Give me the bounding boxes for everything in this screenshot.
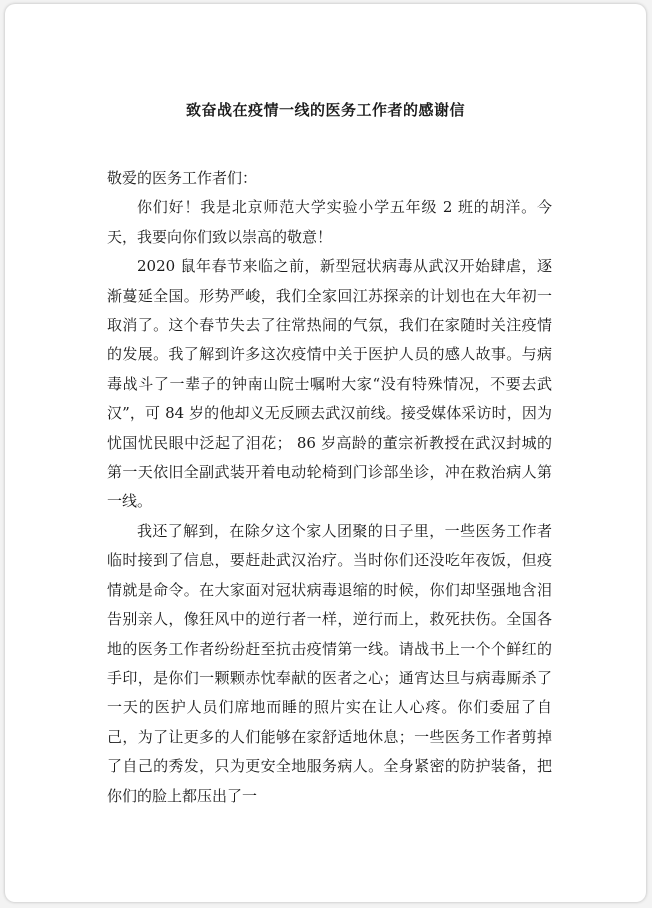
letter-salutation: 敬爱的医务工作者们： (107, 169, 258, 187)
paragraph-greeting: 你们好！我是北京师范大学实验小学五年级 2 班的胡洋。今天，我要向你们致以崇高的敬意！ (107, 198, 552, 246)
letter-title: 致奋战在疫情一线的医务工作者的感谢信 (185, 101, 465, 119)
letter-body (107, 164, 552, 811)
paragraph-medical-workers: 我还了解到，在除夕这个家人团聚的日子里，一些医务工作者临时接到了信息，要赶赴武汉治疗。当时你们还没吃年夜饭，但疫情就是命令。在大家面对冠状病毒退缩的时候，你们却坚强地含泪告别亲人，像狂风中的逆行者一样，逆行而上，救死扶伤。全国各地的医务工作者纷纷赶至抗击疫情第一线。请战书上一个个鲜红的手印，是你们一颗颗赤忱奉献的医者之心；通宵达旦与病毒厮杀了一天的医护人员们席地而睡的照片实在让人心疼。你们委屈了自己，为了让更多的人们能够在家舒适地休息；一些医务工作者剪掉了自己的秀发，只为更安全地服务病人。全身紧密的防护装备，把你们的脸上都压出了一 (107, 521, 552, 805)
document-page (5, 4, 646, 902)
paragraph-outbreak: 2020 鼠年春节来临之前，新型冠状病毒从武汉开始肆虐，逐渐蔓延全国。形势严峻，我们全家回江苏探亲的计划也在大年初一取消了。这个春节失去了往常热闹的气氛，我们在家随时关注疫情的发展。我了解到许多这次疫情中关于医护人员的感人故事。与病毒战斗了一辈子的钟南山院士嘱咐大家“没有特殊情况，不要去武汉”，可 84 岁的他却义无反顾去武汉前线。接受媒体采访时，因为忧国忧民眼中泛起了泪花； 86 岁高龄的董宗祈教授在武汉封城的第一天依旧全副武装开着电动轮椅到门诊部坐诊，冲在救治病人第一线。 (107, 257, 552, 511)
